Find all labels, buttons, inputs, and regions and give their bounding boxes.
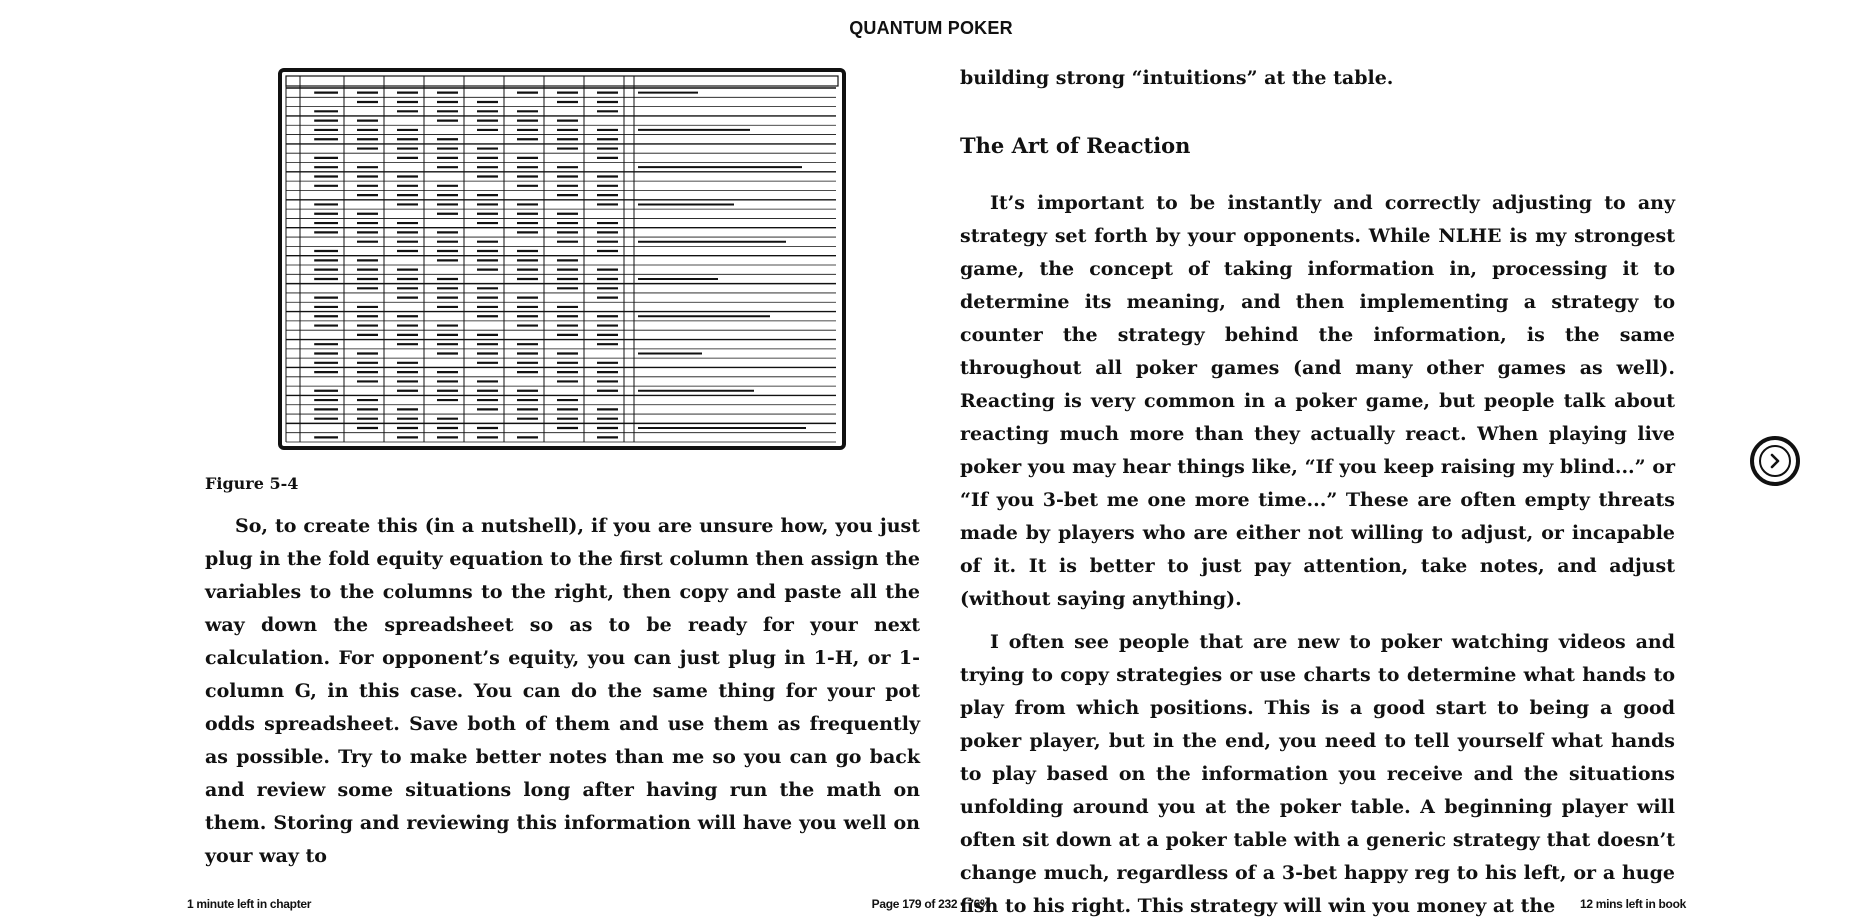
left-body-text bbox=[205, 510, 920, 873]
section-heading: The Art of Reaction bbox=[960, 133, 1191, 158]
spreadsheet-illustration bbox=[282, 72, 842, 446]
continuation-text: building strong “intuitions” at the table. bbox=[960, 67, 1394, 89]
chapter-time-left: 1 minute left in chapter bbox=[187, 897, 312, 911]
book-title: QUANTUM POKER bbox=[849, 18, 1013, 38]
right-paragraph-1: It’s important to be instantly and correctly adjusting to any strategy set forth by your opponents. While NLHE is my strongest game, the concept of taking information in, processing it to determine its meaning, and then implementing a strategy to counter the strategy behind the information, is the same throughout all poker games (and many other games as well). Reacting is very common in a poker game, but people talk about reacting much more than they actually react. When playing live poker you may hear things like, “If you keep raising my blind...” or “If you 3-bet me one more time...” These are often empty threats made by players who are either not willing to adjust, or incapable of it. It is better to just pay attention, take notes, and adjust (without saying anything). bbox=[960, 192, 1675, 610]
spreadsheet-gridlines bbox=[286, 76, 838, 442]
book-time-left: 12 mins left in book bbox=[1579, 897, 1686, 911]
left-paragraph: So, to create this (in a nutshell), if you are unsure how, you just plug in the fold equity equation to the first column then assign the variables to the columns to the right, then copy and paste all the way down the spreadsheet so as to be ready for your next calculation. For opponent’s equity, you can just plug in 1-H, or 1-column G, in this case. You can do the same thing for your pot odds spreadsheet. Save both of them and use them as frequently as possible. Try to make better notes than me so you can go back and review some situations long after having run the math on them. Storing and reviewing this information will have you well on your way to bbox=[205, 515, 920, 867]
figure-caption: Figure 5-4 bbox=[205, 474, 299, 493]
next-page-button[interactable] bbox=[1750, 436, 1800, 486]
right-page bbox=[960, 62, 1675, 924]
figure-spreadsheet-image bbox=[278, 68, 846, 450]
chevron-right-icon bbox=[1759, 445, 1791, 477]
right-paragraph-2: I often see people that are new to poker watching videos and trying to copy strategies or use charts to determine what hands to play from which positions. This is a good start to being a good poker player, but in the end, you need to tell yourself what hands to play based on the information you receive and the situations unfolding around you at the poker table. A beginning player will often sit down at a poker table with a generic strategy that doesn’t change much, regardless of a 3-bet happy reg to his left, or a huge fish to his right. This strategy will win you money at the bbox=[960, 631, 1675, 917]
page-progress: Page 179 of 232 • 76% bbox=[871, 897, 991, 911]
